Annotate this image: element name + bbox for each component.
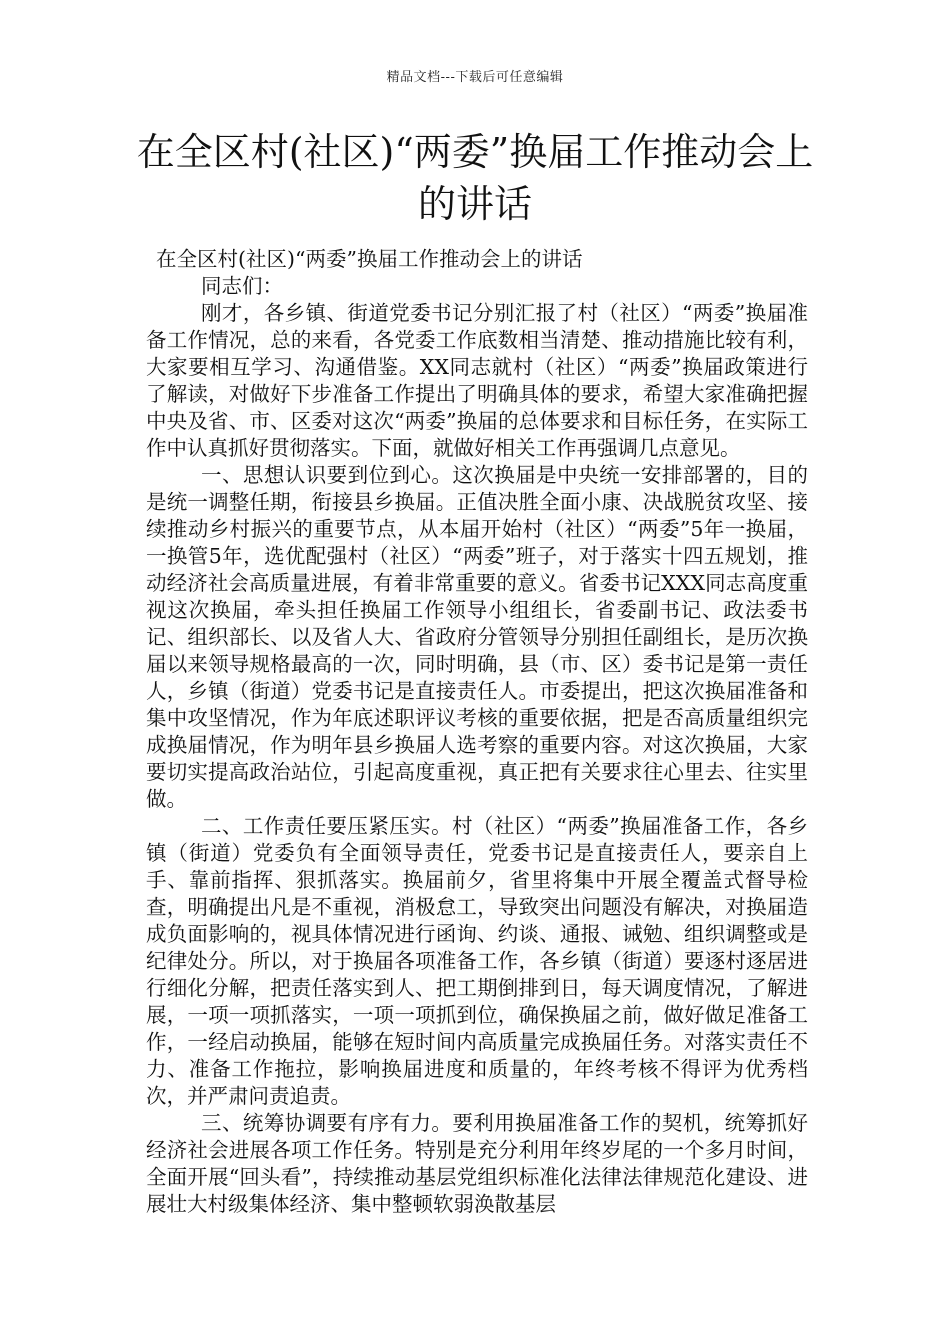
paragraph-section-three: 三、统筹协调要有序有力。要利用换届准备工作的契机，统筹抓好经济社会进展各项工作任务。特别是充分利用年终岁尾的一个多月时间，全面开展“回头看”，持续推动基层党组织标准化法律法律规范化建设、进展壮大村级集体经济、集中整顿软弱涣散基层 [146, 1111, 808, 1216]
document-title: 在全区村(社区)“两委”换届工作推动会上的讲话 [136, 130, 814, 226]
paragraph-section-one: 一、思想认识要到位到心。这次换届是中央统一安排部署的，目的是统一调整任期，衔接县乡换届。正值决胜全面小康、决战脱贫攻坚、接续推动乡村振兴的重要节点，从本届开始村（社区）“两委”5年一换届，一换管5年，选优配强村（社区）“两委”班子，对于落实十四五规划，推动经济社会高质量进展，有着非常重要的意义。省委书记XXX同志高度重视这次换届，牵头担任换届工作领导小组组长，省委副书记、政法委书记、组织部长、以及省人大、省政府分管领导分别担任副组长，是历次换届以来领导规格最高的一次，同时明确，县（市、区）委书记是第一责任人，乡镇（街道）党委书记是直接责任人。市委提出，把这次换届准备和集中攻坚情况，作为年底述职评议考核的重要依据，把是否高质量组织完成换届情况，作为明年县乡换届人选考察的重要内容。对这次换届，大家要切实提高政治站位，引起高度重视，真正把有关要求往心里去、往实里做。 [146, 463, 808, 811]
document-body [146, 246, 808, 1218]
paragraph-section-two: 二、工作责任要压紧压实。村（社区）“两委”换届准备工作，各乡镇（街道）党委负有全面领导责任，党委书记是直接责任人，要亲自上手、靠前指挥、狠抓落实。换届前夕，省里将集中开展全覆盖式督导检查，明确提出凡是不重视，消极怠工，导致突出问题没有解决，对换届造成负面影响的，视具体情况进行函询、约谈、通报、诫勉、组织调整或是纪律处分。所以，对于换届各项准备工作，各乡镇（街道）要逐村逐居进行细化分解，把责任落实到人、把工期倒排到日，每天调度情况，了解进展，一项一项抓落实，一项一项抓到位，确保换届之前，做好做足准备工作，一经启动换届，能够在短时间内高质量完成换届任务。对落实责任不力、准备工作拖拉，影响换届进度和质量的，年终考核不得评为优秀档次，并严肃问责追责。 [146, 814, 808, 1108]
paragraph-opening: 刚才，各乡镇、街道党委书记分别汇报了村（社区）“两委”换届准备工作情况，总的来看，各党委工作底数相当清楚、推动措施比较有利，大家要相互学习、沟通借鉴。XX同志就村（社区）“两委”换届政策进行了解读，对做好下步准备工作提出了明确具体的要求，希望大家准确把握中央及省、市、区委对这次“两委”换届的总体要求和目标任务，在实际工作中认真抓好贯彻落实。下面，就做好相关工作再强调几点意见。 [146, 301, 808, 460]
document-subtitle: 在全区村(社区)“两委”换届工作推动会上的讲话 [156, 247, 583, 271]
document-header-note: 精品文档---下载后可任意编辑 [386, 70, 564, 85]
greeting-line: 同志们： [201, 274, 283, 298]
